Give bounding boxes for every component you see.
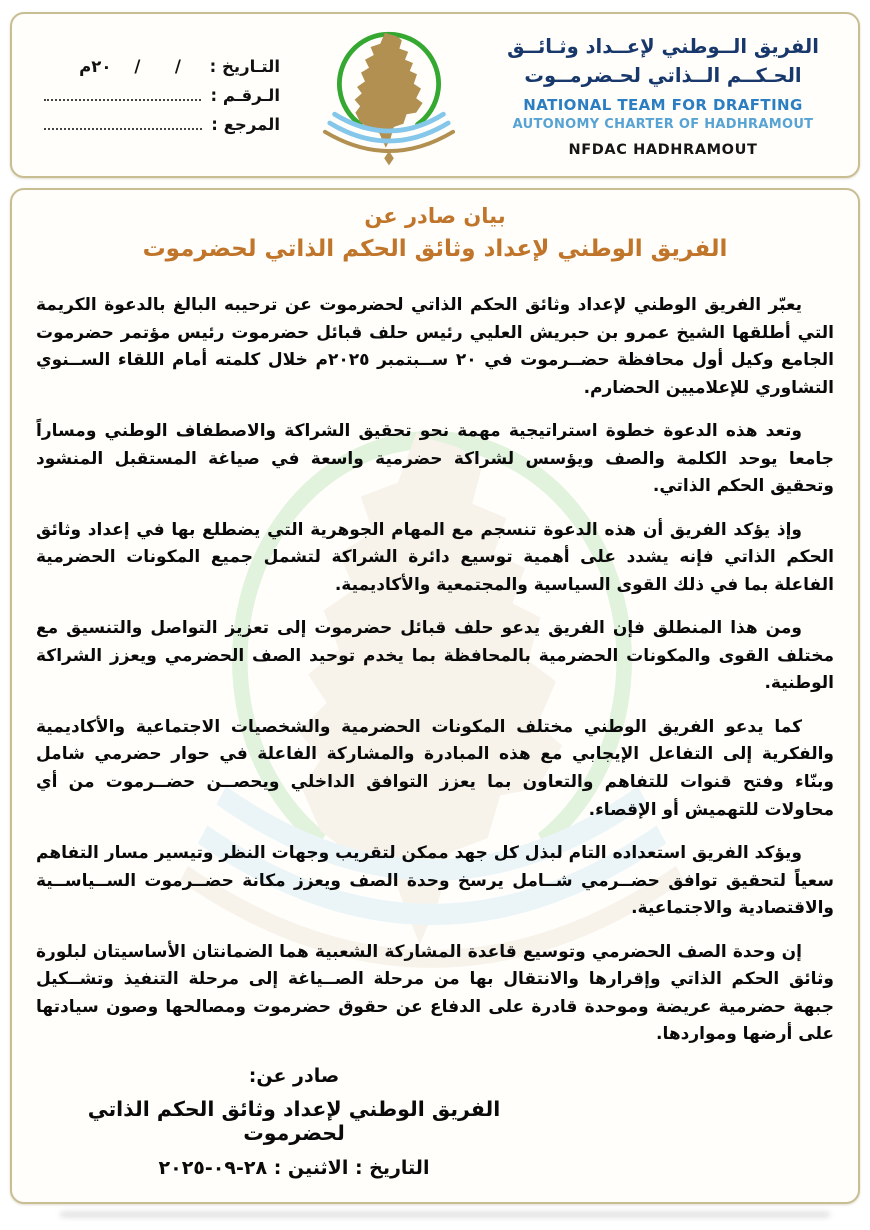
reference-label: المرجع :	[205, 114, 280, 134]
reference-field-row	[42, 114, 280, 134]
statement-paragraph: ومن هذا المنطلق فإن الفريق يدعو حلف قبائل حضرموت إلى تعزيز التواصل والتنسيق مع مختلف القوى والمكونات الحضرمية بالمحافظة بما يخدم توحيد الصف الحضرمي ويعزز الشراكة الوطنية.	[36, 618, 834, 694]
statement-body	[10, 188, 860, 1204]
statement-paragraph: ويؤكد الفريق استعداده التام لبذل كل جهد ممكن لتقريب وجهات النظر وتيسير مسار التفاهم سعياً لتحقيق توافق حضــرمي شــامل يرسخ وحدة الصف ويعزز مكانة حضــرموت الســياســية والاقتصادية والاجتماعية.	[36, 843, 834, 919]
number-dotted-line	[44, 85, 201, 101]
letterhead	[10, 12, 860, 178]
org-name-arabic-line1: الفريق الــوطني لإعــداد وثـائــق	[507, 34, 819, 58]
issued-by-organization: الفريق الوطني لإعداد وثائق الحكم الذاتي لحضرموت	[87, 1096, 501, 1145]
org-name-english-line2: AUTONOMY CHARTER OF HADHRAMOUT	[512, 117, 814, 133]
org-name-english-line1: NATIONAL TEAM FOR DRAFTING	[523, 96, 803, 115]
org-name-arabic-line2: الحـكــم الــذاتي لحـضرمــوت	[524, 64, 802, 87]
statement-title-line1: بيان صادر عن	[364, 204, 506, 228]
nfdac-logo	[309, 19, 469, 171]
statement-title	[36, 204, 834, 262]
statement-paragraph: وتعد هذه الدعوة خطوة استراتيجية مهمة نحو تحقيق الشراكة والاصطفاف الوطني ومساراً جامعا يوحد الكلمة والصف ويؤسس لشراكة حضرمية واسعة في صياغة المستقبل المنشود وتحقيق الحكم الذاتي.	[36, 421, 834, 497]
reference-fields	[42, 48, 280, 143]
statement-date: التاريخ : الاثنين : ٢٨-٠٩-٢٠٢٥	[158, 1156, 430, 1179]
reference-dotted-line	[44, 114, 202, 130]
statement-paragraph: كما يدعو الفريق الوطني مختلف المكونات الحضرمية والشخصيات الاجتماعية والأكاديمية والفكرية إلى التفاعل الإيجابي مع هذه المبادرة والمشاركة الفاعلة في حوار حضرمي شامل وبنّاء وفتح قنوات للتفاهم والتعاون بما يعزز التوافق الداخلي ويحصــن حضــرموت من أي محاولات للتهميش أو الإقصاء.	[36, 716, 834, 820]
number-field-row	[42, 85, 280, 105]
org-abbreviation: NFDAC HADHRAMOUT	[568, 142, 758, 159]
statement-title-line2: الفريق الوطني لإعداد وثائق الحكم الذاتي لحضرموت	[142, 236, 728, 262]
statement-paragraph: إن وحدة الصف الحضرمي وتوسيع قاعدة المشاركة الشعبية هما الضمانتان الأساسيتان لبلورة وثائق الحكم الذاتي وإقرارها والانتقال بها من مرحلة الصــياغة إلى مرحلة التنفيذ وتشــكيل جبهة حضرمية عريضة وموحدة قادرة على الدفاع عن حقوق حضرموت ومصالحها وصون سيادتها على أرضها ومواردها.	[36, 941, 834, 1045]
statement-paragraph: وإذ يؤكد الفريق أن هذه الدعوة تنسجم مع المهام الجوهرية التي يضطلع بها في إعداد وثائق الحكم الذاتي فإنه يشدد على أهمية توسيع دائرة الشراكة لتشمل جميع المكونات الحضرمية الفاعلة بما في ذلك القوى السياسية والمجتمعية والأكاديمية.	[36, 519, 834, 595]
statement-footer	[44, 1065, 544, 1179]
statement-content	[36, 204, 834, 1179]
date-field-row	[42, 57, 280, 76]
date-label: التـاريخ :	[203, 56, 280, 76]
nfdac-logo-icon	[309, 19, 469, 171]
scan-shadow	[60, 1212, 830, 1217]
date-value: / / ٢٠م	[79, 56, 204, 76]
organization-name-block	[498, 32, 828, 159]
number-label: الـرقـم :	[204, 85, 280, 105]
issued-by-label: صادر عن:	[248, 1064, 340, 1087]
statement-paragraph: يعبّر الفريق الوطني لإعداد وثائق الحكم الذاتي لحضرموت عن ترحيبه البالغ بالدعوة الكريمة التي أطلقها الشيخ عمرو بن حبريش العليي رئيس حلف قبائل حضرموت رئيس مؤتمر حضرموت الجامع وكيل أول محافظة حضــرموت في ٢٠ ســبتمبر ٢٠٢٥م خلال كلمته أمام اللقاء الســنوي التشاوري للإعلاميين الحضارم.	[36, 295, 835, 398]
